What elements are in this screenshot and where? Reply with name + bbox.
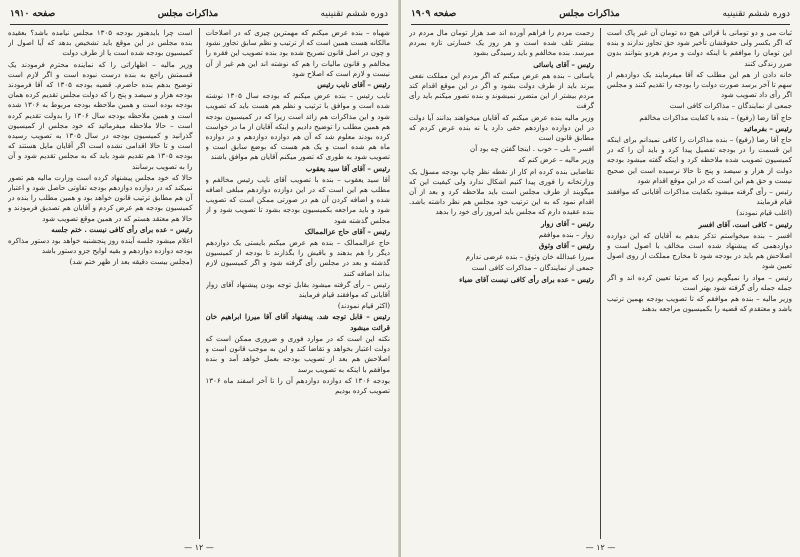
- right-page: [401, 0, 800, 557]
- paragraph: شهباه – بنده عرض میکنم که مهمترین چیزی که در اصلاحات مالکانه هست همین است که از ترتیب و نظم سابق تجاوز نشود و چون در اصل قانون تصریح شده بود بنده تصویب این فقره را مخالفم و قانون مالیات را هم که نوشته اند این هم غیر از آن نیست و لازم است که اصلاح شود: [205, 28, 390, 78]
- paragraph: رئیس – مواد را نمیگویم زیرا که مرتبا تعیین کرده اند و اگر جمله جمله رأی گرفته شود بهتر است: [607, 272, 792, 292]
- paragraph: حاج آقا رضا (رفیع) – بنده با کفایت مذاکرات مخالفم: [639, 112, 792, 122]
- paragraph: میرزا عبدالله خان وثوق – بنده عرضی ندارم: [465, 252, 594, 262]
- paragraph: رئیس – عده برای رأی کافی نیست آقای ضیاء: [459, 274, 594, 284]
- paragraph: است چرا بایدهنوز بودجه ۱۳۰۵ مجلس نیامده باشد؟ بعقیده بنده مجلس در این موقع باید تشخیص بدهد که آیا اصول از کمیسیون بودجه شده است یا از طرف دولت: [8, 28, 193, 58]
- paragraph: رئیس – رأی گرفته میشود بکفایت مذاکرات آقایانی که موافقند قیام فرمایند: [607, 187, 792, 207]
- paragraph: ثبات می و دو تومانی با قرائی هیچ ده تومان آن غیر پاک است که اگر بکسر ولی حقوقشان تأخیر شود حق تجاوز ندارند و بنده این تومان را موافقم با اینکه دولت و مردم هردو بتوانند بدون ضرر زندگی کنند: [607, 28, 792, 68]
- paragraph: افسر – بنده میخواستم تذکر بدهم به آقایان که این دوازده دوازدهمی که پیشنهاد شده است مخالف با اصول است و اصلاحش هم باید در بودجه شود تا مخارج مملکت از روی اصول تعیین شود: [607, 230, 792, 271]
- left-page-header: [10, 6, 388, 22]
- paragraph: آقا سید یعقوب – بنده با تصویب آقای نایب رئیس مخالفم و مطلب هم این است که در این دوازده دوازدهم مبلغی اضافه شده و اضافه کردن آن هم در صورتی ممکن است که تصویب شود و باید مراجعه بکمیسیون بودجه بشود تا تصویب شود و از مجلس گذشته شود: [205, 174, 390, 225]
- paragraph: وزیر مالیه – عرض کنم که: [518, 155, 594, 165]
- paragraph: رئیس – کافی است. آقای افسر: [698, 219, 792, 229]
- paragraph: رئیس – آقای آقا سید یعقوب: [305, 163, 390, 173]
- paragraph: حاج عزالممالک – بنده هم عرض میکنم بایستی یک دوازدهم دیگر را هم بدهند و باقیش را بگذارند تا بودجه از کمیسیون گذشته و بعد در مجلس رأی گرفته شود و اگر کمیسیون لازم بداند اضافه کنند: [205, 238, 390, 278]
- paragraph: نکته این است که در موارد فوری و ضروری ممکن است که دولت اعتبار بخواهد و تقاضا کند و این به موجب قانون است و اصلاحش هم بعد از تصویب بودجه بعمل خواهد آمد و بنده موافقم با اینکه به تصویب برسد: [205, 333, 390, 374]
- paragraph: وزیر مالیه بنده عرض میکنم که آقایان میخواهند بدانند آیا دولت در این دوازده دوازدهم حقی دارد یا نه بنده عرض کردم که مطابق قانون است: [409, 112, 594, 143]
- paragraph: رئیس – آقای زوار: [541, 218, 594, 228]
- paragraph: رئیس – آقای حاج عزالممالک: [304, 226, 390, 236]
- paragraph: وزیر مالیه – بنده هم موافقم که تا تصویب بودجه بهمین ترتیب باشد و معتقدم که قضیه را بکمیسیون مراجعه بدهند: [607, 294, 792, 314]
- right-header-rule: [411, 24, 790, 25]
- left-page-column-right: [206, 28, 391, 539]
- left-header-rule: [10, 24, 388, 25]
- paragraph: رئیس – قابل توجه شد. پیشنهاد آقای آقا میرزا ابراهیم خان قرائت میشود: [205, 312, 390, 332]
- paragraph: رئیس – آقای نایب رئیس: [317, 80, 390, 90]
- paragraph: تقاضایی بنده کرده ام کار از نقطه نظر چاپ بودجه مسؤل یک وزارتخانه را فوری پیدا کنیم اشکال ندارد ولی کیفیت این که میگویند از طرف مجلس است باید ملاحظه کرد و بعد از آن اقدام نمود که به این ترتیب خود مجلس هم نظر داشته باشد. بنده عقیده دارم که مجلس باید امروز رأی خود را بدهد: [409, 166, 594, 217]
- paragraph: افسر – بلی – خوب . اینجا گفتن چه بود آن: [470, 144, 594, 154]
- right-page-header: [411, 6, 790, 22]
- right-page-column-divider: [600, 28, 601, 539]
- right-page-column-left: [409, 28, 594, 539]
- paragraph: خانه دادن از هم این مطلب که آقا میفرمایند یک دوازدهم از سهم تا آخر برسد صورت دولت را بودجه را تقدیم کنند و مجلس اگر رأی داد تصویب شود: [607, 69, 792, 100]
- right-page-footer: — ۱۲ —: [585, 543, 616, 552]
- paragraph: یاسائی – بنده هم عرض میکنم که اگر مردم این مملکت نفعی ببرند باید از طرف دولت بشود و اگر در این موقع اقدام کند مردم بیشتر از این متضرر نمیشوند و بنده تصور میکنم باید رأی گرفت: [409, 70, 594, 111]
- paragraph: اعلام میشود جلسه آینده روز پنجشنبه خواهد بود دستور مذاکره بودجه دوازده دوازدهم و بقیه لوایح جزو دستور باشد: [8, 236, 193, 256]
- left-page-footer: — ۱۲ —: [184, 543, 214, 552]
- left-page-column-divider: [199, 28, 200, 539]
- paragraph: جمعی از نمایندگان – مذاکرات کافی است: [471, 263, 594, 273]
- right-page-columns: [409, 28, 792, 539]
- left-page: [0, 0, 399, 557]
- paragraph: رئیس – آقای یاسائی: [533, 59, 594, 69]
- left-header-title: مذاکرات مجلس: [157, 9, 219, 19]
- right-page-column-right: [607, 28, 792, 539]
- right-header-series: دوره ششم تقنینیه: [722, 9, 790, 19]
- paragraph: رئیس – عده برای رأی کافی نیست . ختم جلسه: [51, 224, 193, 234]
- paragraph: بودجه ۱۳۰۶ که دوازده دوازدهم آن را تا آخر اسفند ماه ۱۳۰۶ تصویب کرده بودیم: [205, 375, 390, 395]
- left-header-series: دوره ششم تقنینیه: [320, 9, 388, 19]
- paragraph: حاج آقا رضا (رفیع) – بنده مذاکرات را کافی نمیدانم برای اینکه این قسمت را در بودجه تفصیل پیدا کرد و باید آن را که در کمیسیون تصویب شده ملاحظه کرد و اینکه گفته میشود بودجه دولت از هزار و سیصد و پنج تا حالا نرسیده است این صحیح نیست و حق هم این است که در این موقع اقدام شود: [607, 135, 792, 185]
- left-page-column-left: [8, 28, 193, 539]
- left-page-columns: [8, 28, 390, 539]
- paragraph: زوار – بنده موافقم: [538, 229, 594, 239]
- paragraph: زحمت مردم را فراهم آورده اند صد هزار تومان مال مردم در بیشتر تلف شده است و هر روز یک خسارتی تازه بمردم میرسد. بنده مخالفم و باید رسیدگی بشود: [409, 28, 594, 58]
- paragraph: (اکثر قیام نمودند): [337, 301, 390, 311]
- right-header-page-number: صفحه ۱۹۰۹: [411, 9, 457, 19]
- paragraph: نایب رئیس – بنده عرض میکنم که بودجه سال ۱۳۰۵ نوشته شده است و موافق با ترتیب و نظم هم هست باید که تصویب شود و این مذاکرات هم زائد است زیرا که در کمیسیون بودجه هم همین مطلب را توضیح دادیم و اینکه آقایان از ما در خواست کرده بودند معلوم شد که آن هم دوازده دوازدهم و در دوازده ماه هم شده است و یک هم هست که بوضع سابق است و تصویب شود به طوری که تصور میکنم آقایان هم موافق باشند: [205, 91, 390, 162]
- paragraph: رئیس – آقای وثوق: [538, 241, 594, 251]
- paragraph: (اغلب قیام نمودند): [736, 208, 792, 218]
- paragraph: رئیس – بفرمائید: [743, 123, 792, 133]
- paragraph: جمعی از نمایندگان – مذاکرات کافی است: [669, 101, 792, 111]
- paragraph: وزیر مالیه – اظهاراتی را که نماینده محترم فرمودند یک قسمتش راجع به بنده درست نبوده است و اگر لازم است توضیح بدهم بنده حاضرم. قضیه بودجه ۱۳۰۵ که آقا فرمودند بودجه هزار و سیصد و پنج را که دولت مجلس تقدیم کرده همان بودجه بوده است و همین ملاحظه بودجه مربوط به ۱۳۰۶ شده است و همین ملاحظه بودجه سال ۱۳۰۶ را بدولت تقدیم کرده است – حالا ملاحظه میفرمائید که خود مجلس از کمیسیون گذرانید و کمیسیون بودجه در سال ۱۳۰۵ به تصویب رسیده است و تا حالا اقدامی نشده است اگر آقایان مایل هستند که بودجه ۱۳۰۵ هم تقدیم شود باید که به مجلس تقدیم شود و آن را به تصویب برسانند: [8, 59, 193, 171]
- right-header-title: مذاکرات مجلس: [559, 9, 620, 19]
- paragraph: (مجلس بیست دقیقه بعد از ظهر ختم شد): [69, 257, 193, 267]
- paragraph: رئیس – رأی گرفته میشود بقابل توجه بودن پیشنهاد آقای زوار آقایانی که موافقند قیام فرمایند: [205, 279, 390, 300]
- paragraph: حالا که خود مجلس پیشنهاد کرده است وزارت مالیه هم تصور نمیکند که در دوازده دوازدهم بودجه تفاوتی حاصل شود و اعتبار آن هم مطابق ترتیب قانون خواهد بود و همین مطلب را بنده در کمیسیون بودجه هم عرض کردم و آقایان هم تصدیق فرمودند و حالا هم معتقد هستم که در همین موقع تصویب شود: [8, 172, 193, 223]
- left-header-page-number: صفحه ۱۹۱۰: [10, 9, 56, 19]
